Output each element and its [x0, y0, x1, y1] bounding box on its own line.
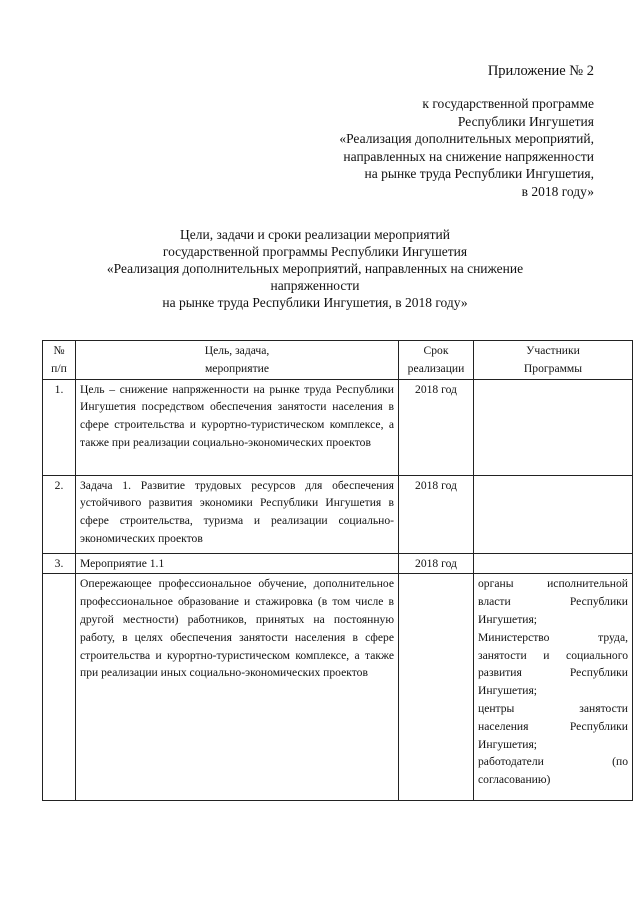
- title-line: «Реализация дополнительных мероприятий, направленных на снижение: [106, 261, 524, 276]
- participant-line: работодатели (по: [478, 755, 628, 769]
- row-number: [43, 574, 76, 801]
- title-line: на рынке труда Республики Ингушетия, в 2018 году»: [162, 295, 468, 310]
- appendix-subtitle: [0, 95, 594, 200]
- row-participants-list: [474, 574, 633, 801]
- participant-line: согласованию): [478, 773, 551, 787]
- row-term: [399, 574, 474, 801]
- header-term-line1: Срок: [423, 344, 449, 357]
- participant-line: Ингушетия;: [478, 684, 538, 698]
- row-term: 2018 год: [399, 475, 474, 553]
- participant-line: органы исполнительной: [478, 577, 628, 591]
- header-goal-line2: мероприятие: [204, 361, 270, 375]
- table-row: [43, 553, 633, 574]
- participant-line: центры занятости: [478, 701, 628, 715]
- document-title: [90, 226, 540, 311]
- appendix-line: на рынке труда Республики Ингушетия,: [364, 166, 594, 181]
- header-term: [399, 341, 474, 380]
- row-number: 1.: [43, 379, 76, 475]
- header-number-line1: №: [53, 344, 65, 357]
- title-line: напряженности: [270, 278, 360, 293]
- participant-line: Ингушетия;: [478, 612, 538, 626]
- title-line: государственной программы Республики Ингушетия: [162, 244, 468, 259]
- header-number: [43, 341, 76, 380]
- appendix-line: к государственной программе: [422, 96, 594, 111]
- appendix-title: Приложение № 2: [487, 63, 594, 79]
- row-measure-text: Мероприятие 1.1: [76, 553, 399, 574]
- header-participants-line1: Участники: [526, 344, 580, 357]
- table-header-row: [43, 341, 633, 380]
- header-goal-line1: Цель, задача,: [204, 344, 270, 357]
- row-participants: [474, 379, 633, 475]
- row-goal-text: Цель – снижение напряженности на рынке труда Республики Ингушетия посредством обеспечения занятости населения в сфере строительства и курортно-туристическом комплексе, а также при реализации социально-экономических проектов: [76, 379, 399, 475]
- appendix-line: «Реализация дополнительных мероприятий,: [339, 131, 594, 146]
- table-row: [43, 475, 633, 553]
- participant-line: Министерство труда,: [478, 630, 628, 644]
- header-participants: [474, 341, 633, 380]
- participant-line: занятости и социального: [478, 648, 628, 662]
- participant-line: Ингушетия;: [478, 737, 538, 751]
- row-term: 2018 год: [399, 379, 474, 475]
- participant-line: развития Республики: [478, 666, 628, 680]
- participant-line: власти Республики: [478, 595, 628, 609]
- appendix-line: Республики Ингушетия: [457, 113, 594, 129]
- table-row: [43, 379, 633, 475]
- appendix-line: направленных на снижение напряженности: [343, 148, 594, 164]
- row-term: 2018 год: [399, 553, 474, 574]
- table-row: [43, 574, 633, 801]
- header-participants-line2: Программы: [523, 361, 583, 375]
- goals-table: [42, 340, 633, 801]
- row-participants: [474, 553, 633, 574]
- header-goal: [76, 341, 399, 380]
- row-task-text: Задача 1. Развитие трудовых ресурсов для обеспечения устойчивого развития экономики Республики Ингушетия в сфере строительства, туризма и реализации социально-экономических проектов: [76, 475, 399, 553]
- header-term-line2: реализации: [407, 361, 465, 375]
- appendix-line: в 2018 году»: [521, 183, 594, 199]
- row-number: 3.: [43, 553, 76, 574]
- row-measure-description: Опережающее профессиональное обучение, дополнительное профессиональное образование и стажировка (в том числе в другой местности) работников, принятых на постоянную работу, в целях обеспечения занятости населения в сфере строительства и курортно-туристическом комплексе, а также при реализации иных социально-экономических проектов: [76, 574, 399, 801]
- header-number-line2: п/п: [51, 361, 67, 375]
- title-line: Цели, задачи и сроки реализации мероприятий: [180, 227, 450, 242]
- row-number: 2.: [43, 475, 76, 553]
- row-participants: [474, 475, 633, 553]
- participant-line: населения Республики: [478, 719, 628, 733]
